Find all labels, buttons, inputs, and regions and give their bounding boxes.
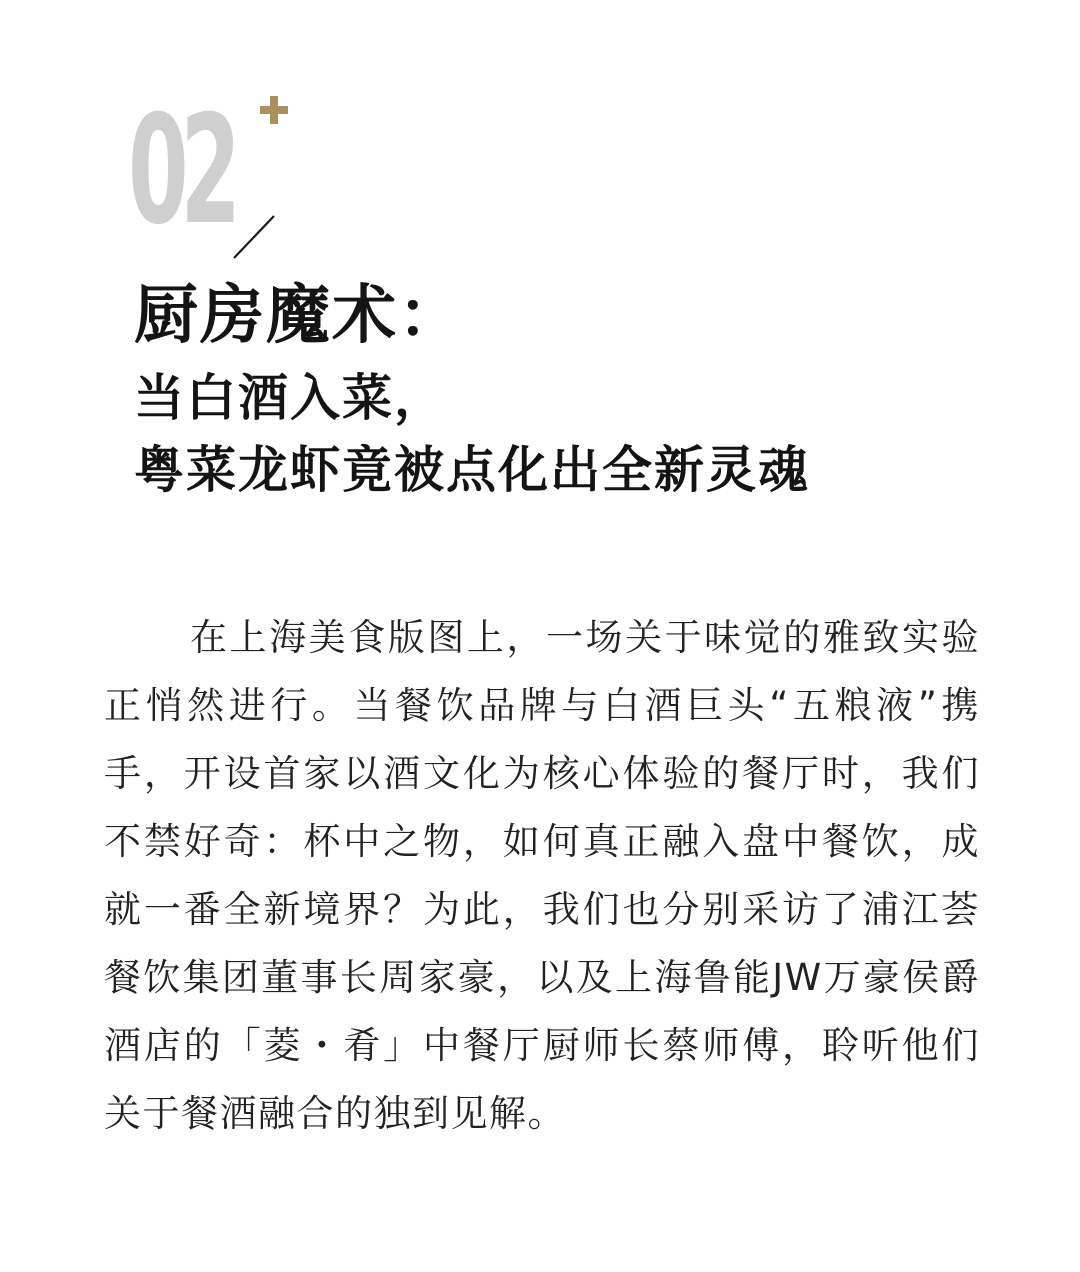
subtitle-line-2: 粤菜龙虾竟被点化出全新灵魂 [134, 440, 810, 499]
section-subtitle [134, 362, 810, 506]
slash-divider-icon [232, 214, 276, 260]
plus-icon [258, 94, 290, 126]
article-paragraph: 在上海美食版图上，一场关于味觉的雅致实验正悄然进行。当餐饮品牌与白酒巨头“五粮液”携手，开设首家以酒文化为核心体验的餐厅时，我们不禁好奇：杯中之物，如何真正融入盘中餐饮，成就一番全新境界？为此，我们也分别采访了浦江荟餐饮集团董事长周家豪，以及上海鲁能JW万豪侯爵酒店的「菱・肴」中餐厅厨师长蔡师傅，聆听他们关于餐酒融合的独到见解。 [104, 616, 980, 1135]
subtitle-line-1: 当白酒入菜， [134, 368, 446, 427]
section-title: 厨房魔术： [134, 278, 464, 353]
section-number: 02 [128, 84, 233, 258]
